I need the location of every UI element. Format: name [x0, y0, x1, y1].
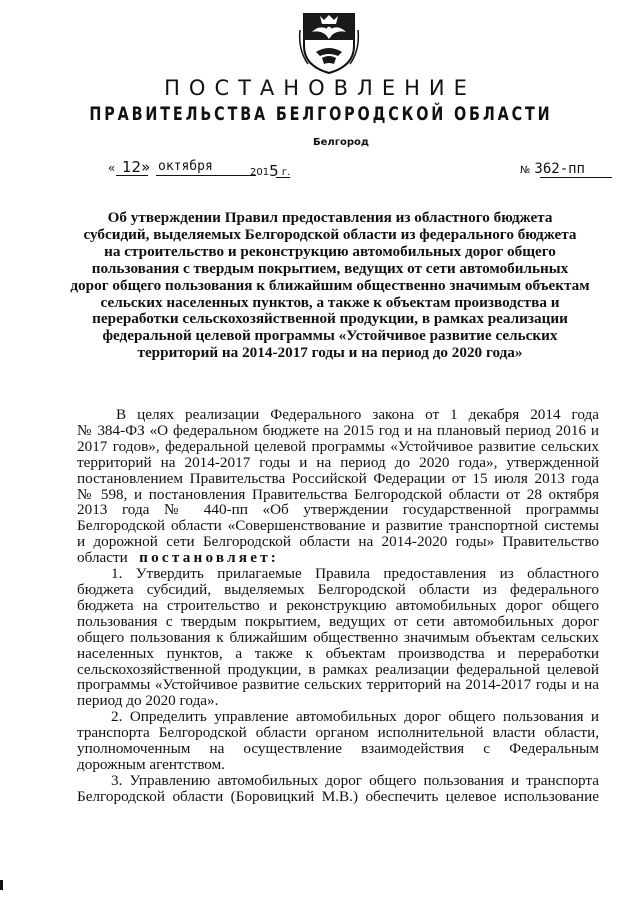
item1-line: общего пользования к ближайшим общественно значимым объектам сельских [77, 628, 599, 646]
year-suffix: г. [281, 167, 291, 178]
number-value: 362-пп [534, 161, 585, 177]
issuing-authority-heading: ПРАВИТЕЛЬСТВА БЕЛГОРОДСКОЙ ОБЛАСТИ [89, 103, 553, 125]
preamble-line: территорий на 2014-2017 годы и на период до 2020 года», утвержденной [77, 453, 599, 471]
title-line: на строительство и реконструкцию автомобильных дорог общего [104, 242, 556, 260]
title-line: дорог общего пользования к ближайшим общественно значимым объектам [70, 276, 590, 294]
document-year [250, 161, 290, 179]
title-line: пользования с твердым покрытием, ведущих от сети автомобильных [91, 259, 569, 277]
month-underline [156, 175, 256, 176]
preamble-line: 2017 годов», федеральной целевой программы «Устойчивое развитие сельских [77, 437, 599, 455]
document-title [60, 210, 600, 362]
preamble-line: постановлением Правительства Российской Федерации от 15 июля 2013 года [77, 469, 599, 487]
date-day: 12» [122, 158, 151, 176]
item2-line: транспорта Белгородской области органом исполнительной власти области, [77, 724, 599, 742]
city-label: Белгород [313, 137, 369, 148]
date-quote-open: « [108, 161, 116, 175]
document-number [520, 161, 585, 177]
preamble-line: № 384-ФЗ «О федеральном бюджете на 2015 год и на плановый период 2016 и [77, 421, 599, 439]
resolve-word: постановляет: [139, 549, 280, 567]
item2-line: 2. Определить управление автомобильных дорог общего пользования и [111, 708, 599, 726]
preamble-line: В целях реализации Федерального закона от 1 декабря 2014 года [116, 406, 599, 423]
resolve-prefix: области [77, 549, 128, 567]
resolve-line [77, 550, 599, 566]
title-line: территорий на 2014-2017 годы и на период до 2020 года» [137, 344, 523, 362]
preamble-line: 2013 года № 440-пп «Об утверждении государственной программы [77, 501, 599, 519]
preamble-line: № 598, и постановления Правительства Белгородской области от 28 октября [77, 485, 599, 503]
year-prefix: 201 [250, 167, 270, 178]
title-line: Об утверждении Правил предоставления из областного бюджета [107, 209, 553, 226]
document-type-heading: ПОСТАНОВЛЕНИЕ [164, 76, 476, 100]
number-underline [540, 177, 612, 178]
item1-line: программы «Устойчивое развитие сельских территорий на 2014-2017 годы и на [77, 676, 599, 694]
title-line: субсидий, выделяемых Белгородской области из федерального бюджета [83, 225, 577, 243]
number-label: № [520, 165, 531, 176]
title-line: федеральной целевой программы «Устойчивое развитие сельских [102, 327, 558, 345]
item1-line: сельскохозяйственной продукции, в рамках реализации федеральной целевой [77, 660, 599, 678]
belgorod-coat-of-arms-icon [298, 10, 360, 76]
item1-line: пользования с твердым покрытием, ведущих от сети автомобильных дорог [77, 612, 599, 630]
date-month: октября [158, 159, 213, 174]
document-body [77, 407, 599, 805]
item3-line: Белгородской области (Боровицкий М.В.) обеспечить целевое использование [77, 787, 599, 805]
item2-line: уполномоченным на осуществление взаимодействия с Федеральным [77, 740, 599, 758]
item2-line: дорожным агентством. [77, 755, 225, 773]
scan-edge-mark [0, 880, 3, 890]
title-line: переработки сельскохозяйственной продукции, в рамках реализации [92, 310, 568, 328]
year-underline [276, 177, 290, 178]
title-line: сельских населенных пунктов, а также к объектам производства и [100, 293, 560, 311]
year-digit: 5 [269, 162, 279, 180]
item1-line: бюджета на строительство и реконструкцию автомобильных дорог общего [77, 596, 599, 614]
preamble-line: Белгородской области «Совершенствование и развитие транспортной системы [77, 517, 599, 535]
item1-line: 1. Утвердить прилагаемые Правила предоставления из областного [111, 565, 599, 583]
item1-line: бюджета субсидий, выделяемых Белгородской области из федерального [77, 580, 599, 598]
item1-line: период до 2020 года». [77, 692, 219, 710]
day-underline [116, 175, 148, 176]
preamble-line: и дорожной сети Белгородской области на 2014-2020 годы» Правительство [77, 533, 599, 551]
item3-line: 3. Управлению автомобильных дорог общего пользования и транспорта [111, 771, 599, 789]
item1-line: населенных пунктов, а также к объектам производства и переработки [77, 644, 599, 662]
